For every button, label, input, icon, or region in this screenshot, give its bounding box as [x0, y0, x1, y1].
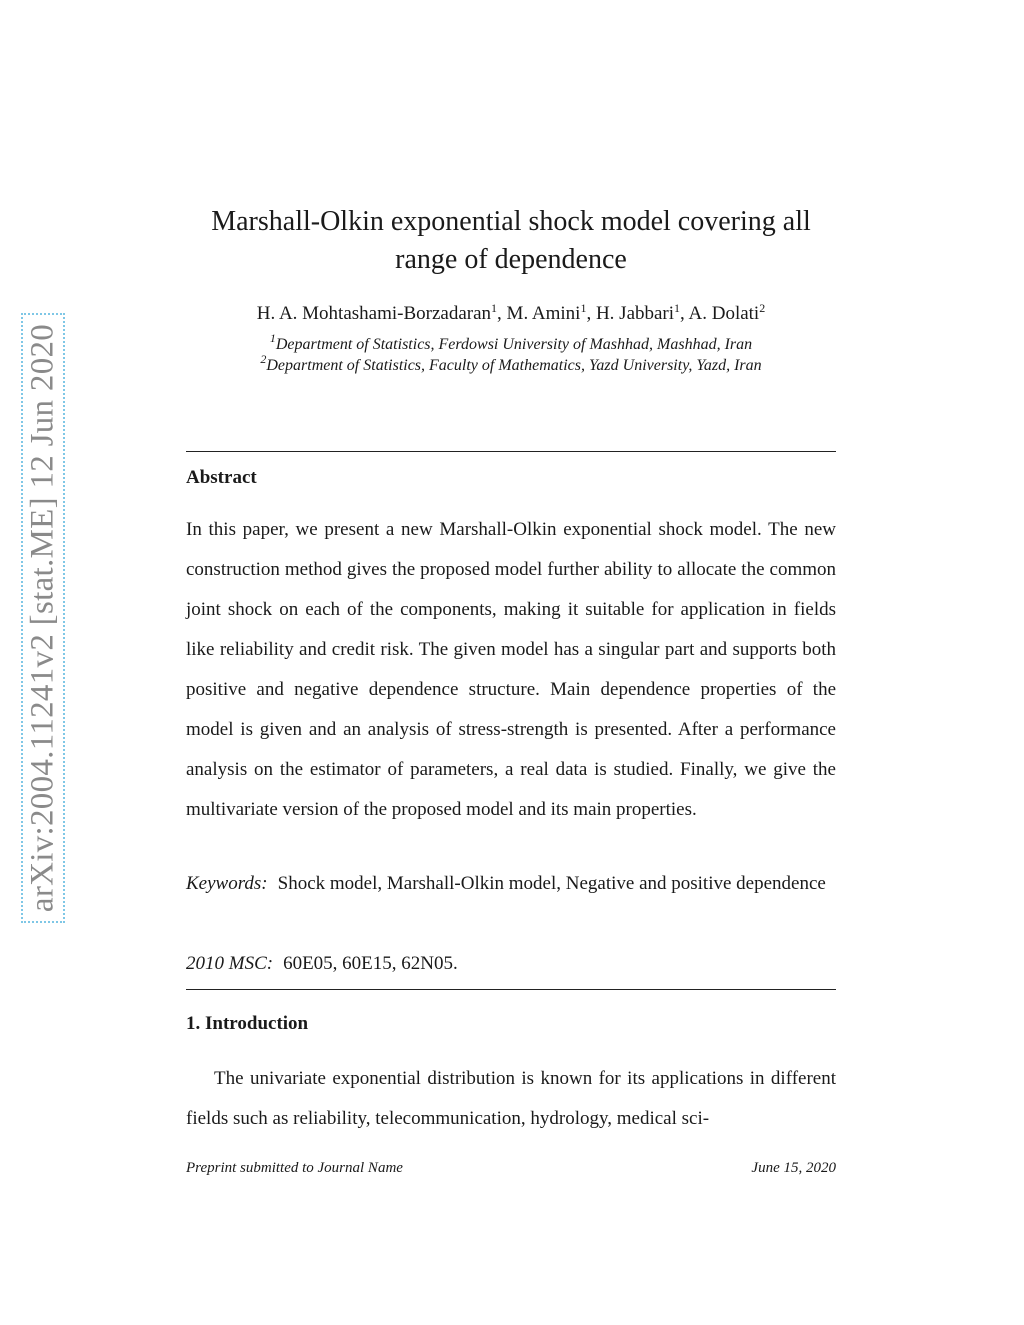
author-list — [186, 300, 836, 328]
keywords — [186, 864, 836, 904]
author-affiliation-mark: 2 — [759, 301, 766, 315]
affiliation-1 — [186, 331, 836, 356]
msc-codes — [186, 944, 836, 984]
author-affiliation-mark: 1 — [491, 301, 498, 315]
msc-text: 60E05, 60E15, 62N05. — [283, 953, 458, 974]
author-name: H. A. Mohtashami-Borzadaran — [256, 303, 492, 324]
affiliation-text: Department of Statistics, Ferdowsi University of Mashhad, Mashhad, Iran — [275, 336, 753, 353]
abstract-bottom-rule — [186, 989, 836, 990]
author-separator: , — [680, 303, 689, 324]
arxiv-stamp — [21, 313, 65, 923]
author-separator: , — [586, 303, 596, 324]
introduction-heading: 1. Introduction — [186, 1013, 309, 1034]
author-affiliation-mark: 1 — [674, 301, 681, 315]
abstract-heading: Abstract — [186, 467, 257, 488]
keywords-label: Keywords: — [186, 873, 268, 894]
introduction-text: The univariate exponential distribution is known for its applications in different fields such as reliability, telecommunication, hydrology, medical sci- — [186, 1068, 836, 1129]
footer-journal: Preprint submitted to Journal Name — [186, 1160, 403, 1176]
affiliation-number: 1 — [269, 331, 276, 345]
author-affiliation-mark: 1 — [580, 301, 587, 315]
author-name: M. Amini — [506, 303, 581, 324]
abstract-top-rule — [186, 451, 836, 452]
author-name: A. Dolati — [688, 303, 760, 324]
keywords-text: Shock model, Marshall-Olkin model, Negative and positive dependence — [277, 873, 826, 894]
arxiv-identifier: arXiv:2004.11241v2 [stat.ME] 12 Jun 2020 — [24, 323, 61, 913]
abstract-text: In this paper, we present a new Marshall-Olkin exponential shock model. The new construction method gives the proposed model further ability to allocate the common joint shock on each of the components, making it suitable for application in fields like reliability and credit risk. The given model has a singular part and supports both positive and negative dependence structure. Main dependence properties of the model is given and an analysis of stress-strength is presented. After a performance analysis on the estimator of parameters, a real data is studied. Finally, we give the multivariate version of the proposed model and its main properties. — [186, 519, 836, 820]
affiliation-2 — [186, 352, 836, 377]
author-separator: , — [497, 303, 507, 324]
msc-label: 2010 MSC: — [186, 953, 274, 974]
author-name: H. Jabbari — [595, 303, 675, 324]
affiliation-number: 2 — [260, 352, 267, 366]
paper-title: Marshall-Olkin exponential shock model covering all range of dependence — [211, 206, 811, 275]
footer-date: June 15, 2020 — [751, 1160, 836, 1176]
affiliation-text: Department of Statistics, Faculty of Mathematics, Yazd University, Yazd, Iran — [266, 357, 762, 374]
